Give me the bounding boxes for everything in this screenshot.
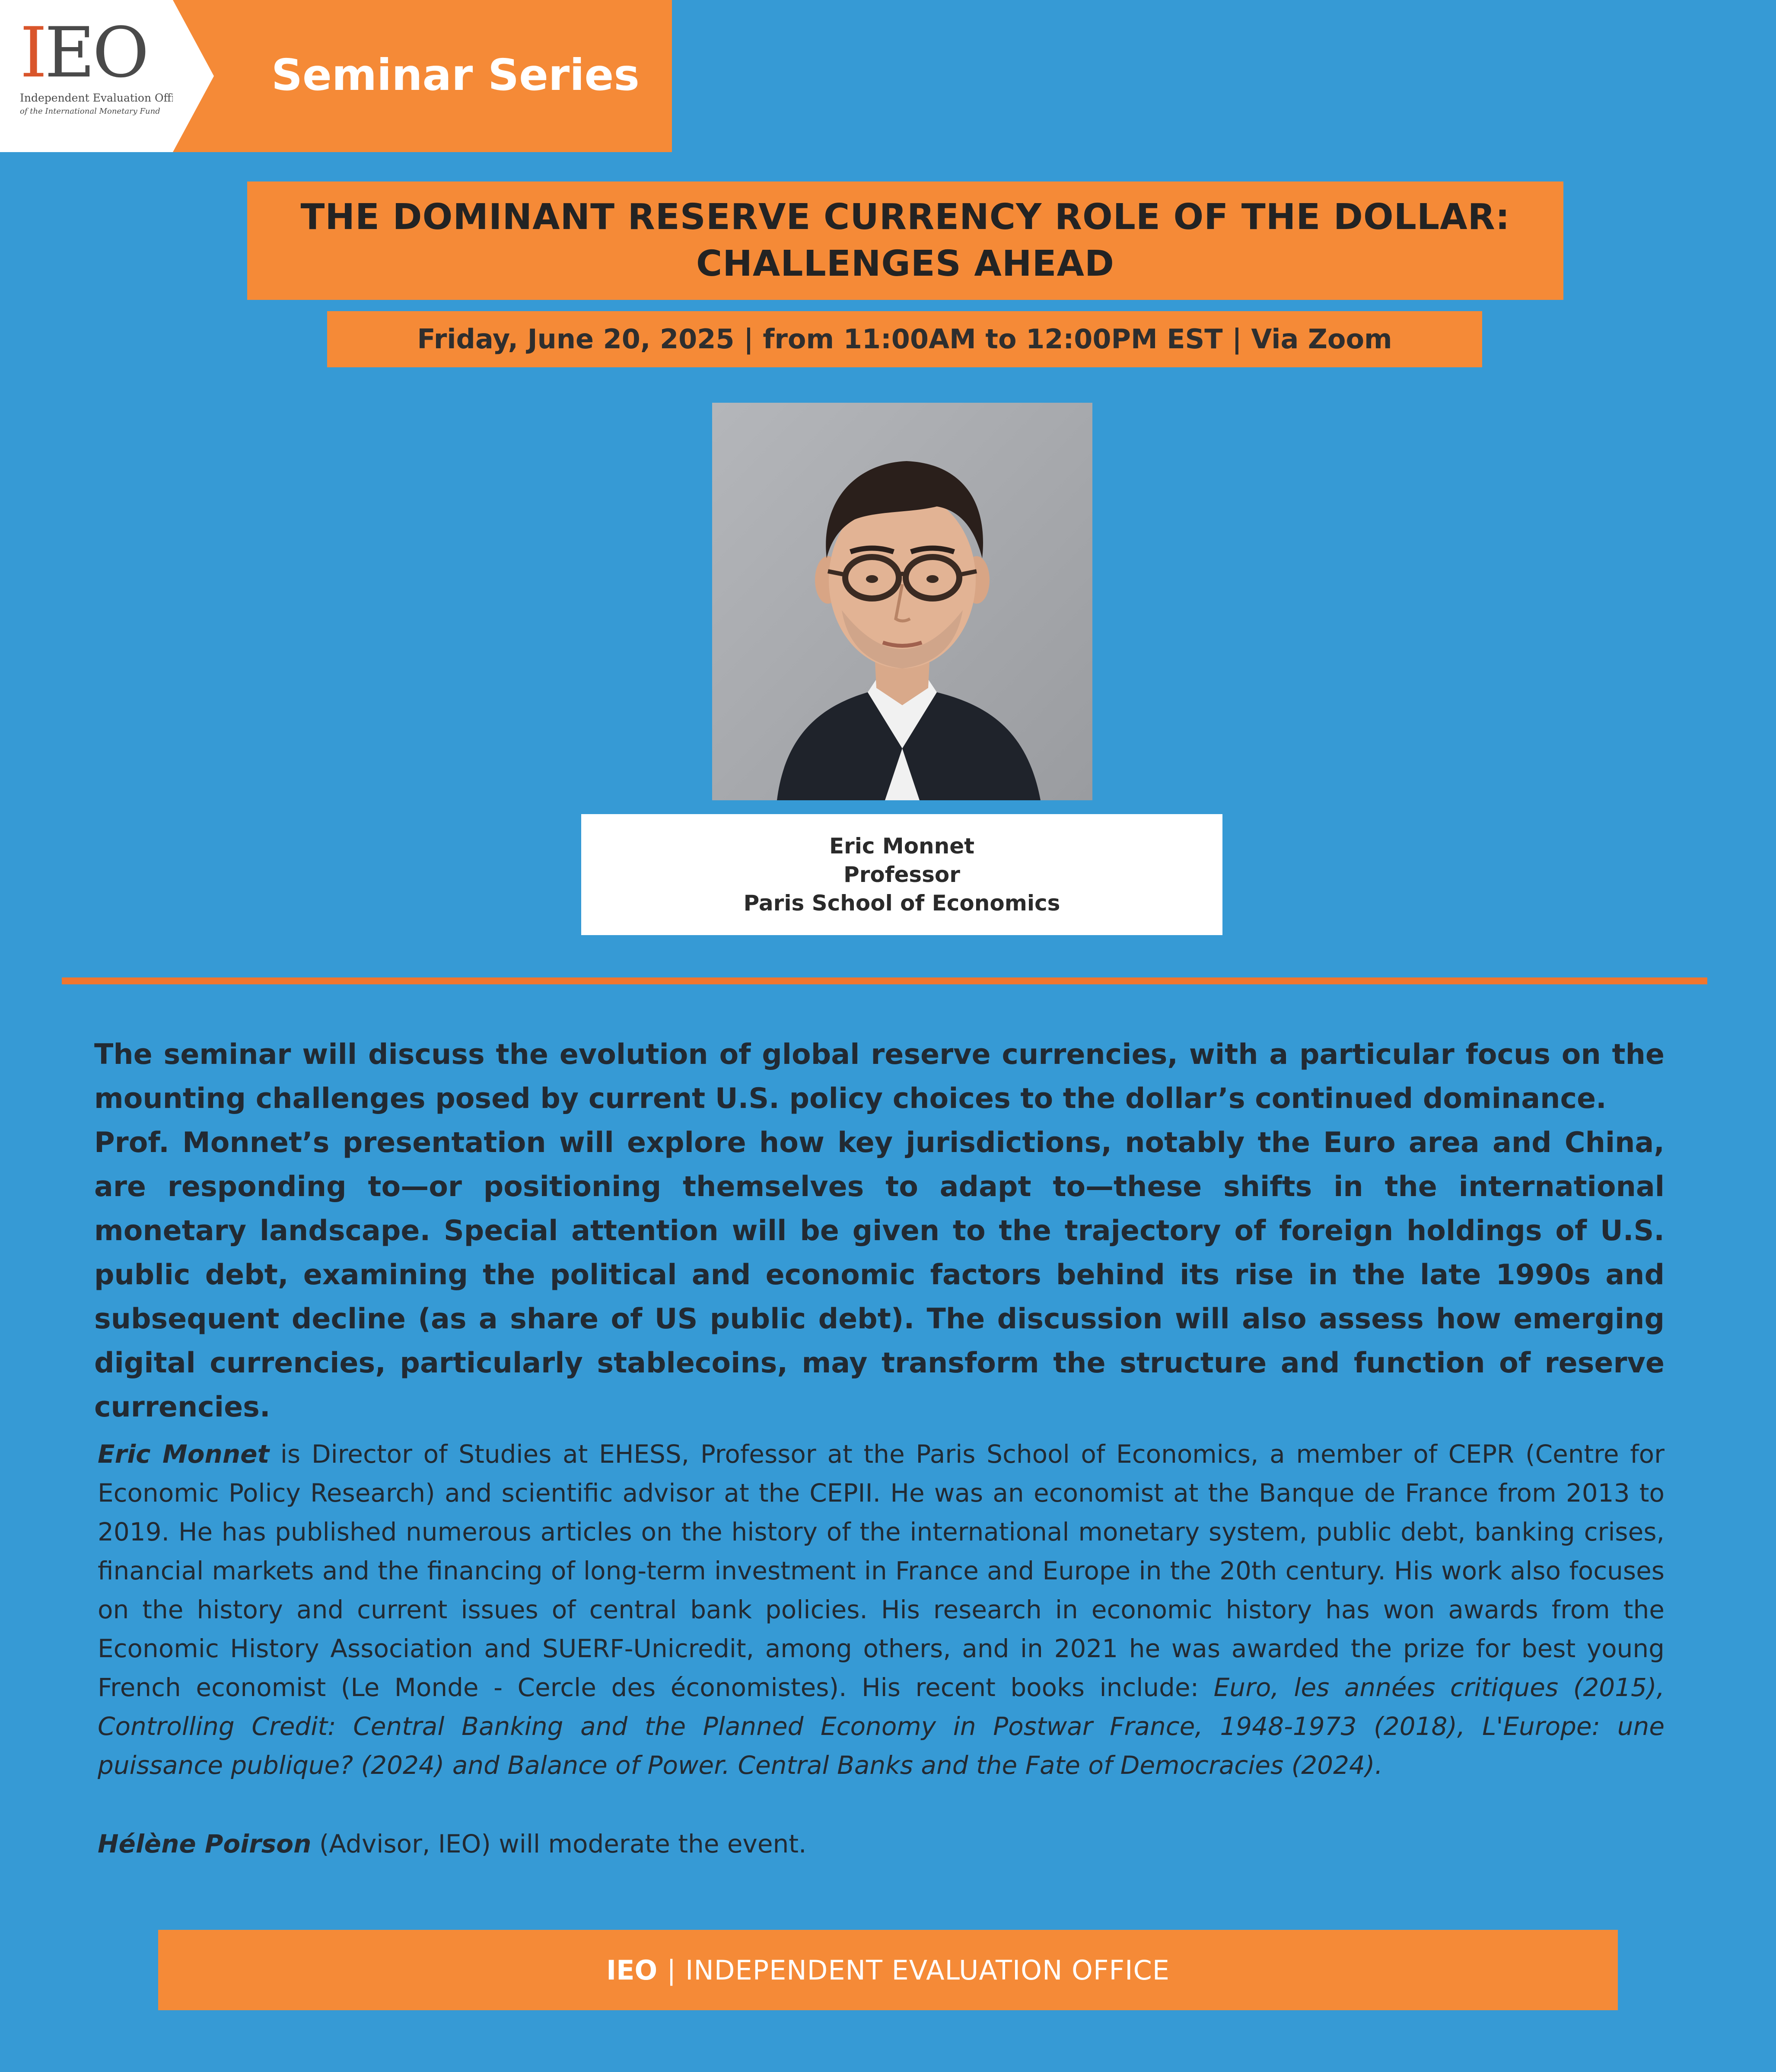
moderator-note <box>98 1824 807 1863</box>
event-title-line2: CHALLENGES AHEAD <box>696 243 1114 284</box>
moderator-text: (Advisor, IEO) will moderate the event. <box>311 1829 807 1859</box>
logo-line1: Independent Evaluation Office <box>20 92 188 104</box>
logo-mark-first: I <box>20 12 45 93</box>
section-divider <box>62 977 1707 984</box>
footer-brand: IEO <box>606 1954 658 1986</box>
event-title-box <box>247 181 1563 300</box>
abstract-paragraph-2: Prof. Monnet’s presentation will explore how key jurisdictions, notably the Euro area and China, are responding to—or positioning themselves to adapt to—these shifts in the international monetary landscape. Special attention will be given to the trajectory of foreign holdings of U.S. public debt, examining the political and economic factors behind its rise in the late 1990s and subsequent decline (as a share of US public debt). The discussion will also assess how emerging digital currencies, particularly stablecoins, may transform the structure and function of reserve currencies. <box>94 1127 1665 1423</box>
logo-mark-rest: EO <box>45 12 147 93</box>
event-date-box <box>327 311 1482 367</box>
speaker-role: Professor <box>843 862 960 887</box>
speaker-affiliation: Paris School of Economics <box>743 891 1060 916</box>
bio-speaker-name: Eric Monnet <box>98 1439 270 1469</box>
speaker-card <box>581 814 1222 935</box>
bio-books: Euro, les années critiques (2015), Controlling Credit: Central Banking and the Planned Economy in Postwar France, 1948-1973 (2018), L'Europe: une puissance publique? (2024) and Balance of Power. Central Banks and the Fate of Democracies (2024). <box>98 1673 1665 1780</box>
seminar-abstract <box>94 1033 1665 1429</box>
footer-office-name: INDEPENDENT EVALUATION OFFICE <box>685 1954 1170 1986</box>
logo-mark <box>20 12 147 93</box>
abstract-paragraph-1: The seminar will discuss the evolution of global reserve currencies, with a particular focus on the mounting challenges posed by current U.S. policy choices to the dollar’s continued dominance. <box>94 1038 1665 1115</box>
moderator-name: Hélène Poirson <box>98 1829 312 1859</box>
header-banner <box>0 0 672 152</box>
event-title <box>300 194 1510 287</box>
logo-line2: of the International Monetary Fund <box>20 107 160 116</box>
series-title: Seminar Series <box>271 50 640 100</box>
bio-text: is Director of Studies at EHESS, Professor at the Paris School of Economics, a member of CEPR (Centre for Economic Policy Research) and scientific advisor at the CEPII. He was an economist at the Banque de France from 2013 to 2019. He has published numerous articles on the history of the international monetary system, public debt, banking crises, financial markets and the financing of long-term investment in France and Europe in the 20th century. His work also focuses on the history and current issues of central bank policies. His research in economic history has won awards from the Economic History Association and SUERF-Unicredit, among others, and in 2021 he was awarded the prize for best young French economist (Le Monde - Cercle des économistes). His recent books include: <box>98 1439 1665 1702</box>
ieo-logo[interactable] <box>0 0 188 152</box>
speaker-bio <box>98 1435 1665 1785</box>
footer-separator: | <box>667 1954 676 1986</box>
speaker-photo <box>712 403 1092 800</box>
event-date: Friday, June 20, 2025 | from 11:00AM to 12:00PM EST | Via Zoom <box>417 323 1392 355</box>
speaker-portrait-illustration <box>712 403 1092 800</box>
event-title-line1: THE DOMINANT RESERVE CURRENCY ROLE OF THE DOLLAR: <box>300 197 1510 238</box>
logo-arrow-shape <box>173 0 214 152</box>
footer-bar <box>158 1930 1618 2010</box>
speaker-name: Eric Monnet <box>829 834 975 859</box>
